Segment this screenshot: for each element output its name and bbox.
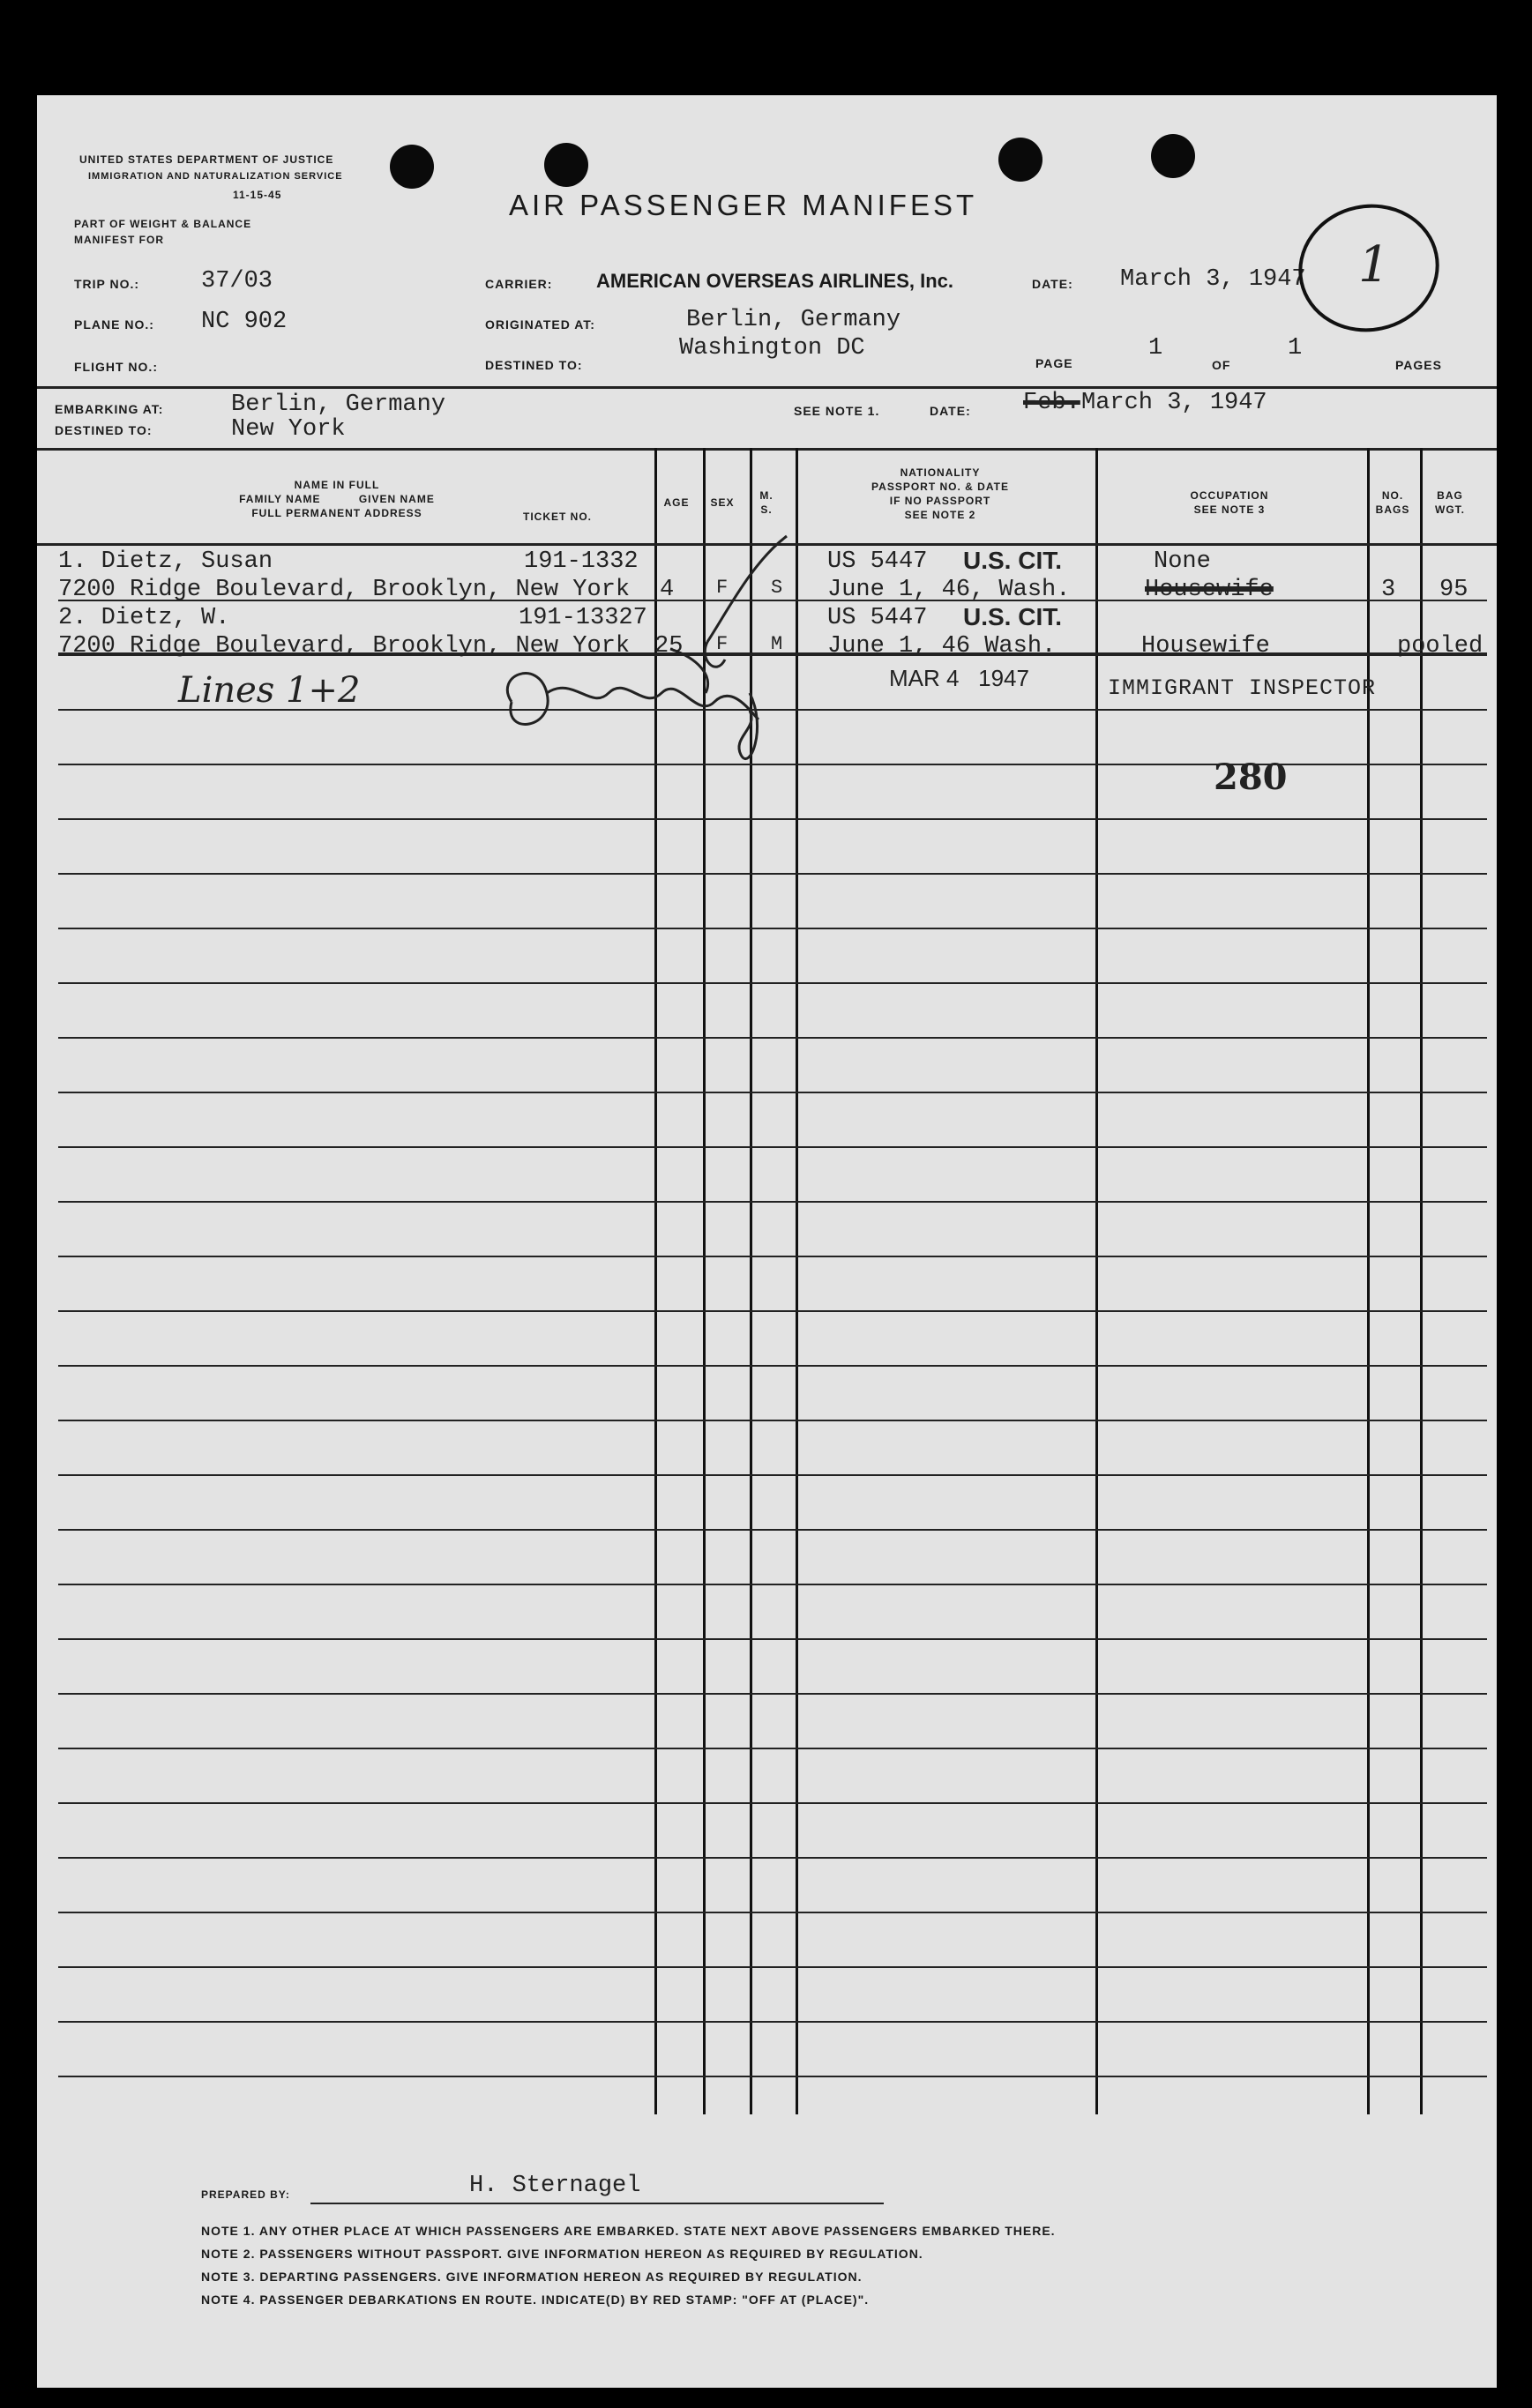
passenger-1-ms: S xyxy=(771,577,783,599)
pages-label: PAGES xyxy=(1395,358,1442,372)
passenger-2-address: 7200 Ridge Boulevard, Brooklyn, New York xyxy=(58,633,631,660)
embark-destined-label: DESTINED TO: xyxy=(55,423,153,437)
prepared-underline xyxy=(310,2203,884,2204)
embark-date-label: DATE: xyxy=(930,404,971,418)
col-nat-line-2: PASSPORT NO. & DATE xyxy=(871,481,1009,493)
col-name-line-2: FAMILY NAME GIVEN NAME xyxy=(239,493,435,505)
stamp-number: 280 xyxy=(1214,757,1288,798)
circled-number: 1 xyxy=(1358,236,1390,294)
col-ticket-heading: TICKET NO. xyxy=(523,511,592,523)
embarking-value: Berlin, Germany xyxy=(231,391,446,418)
note-2: NOTE 2. PASSENGERS WITHOUT PASSPORT. GIVE INFORMATION HEREON AS REQUIRED BY REGULATION. xyxy=(201,2247,923,2261)
column-rule xyxy=(796,448,798,2114)
row-rule xyxy=(58,873,1487,875)
embark-date-value: March 3, 1947 xyxy=(1081,390,1267,416)
see-note-1: SEE NOTE 1. xyxy=(794,404,880,418)
of-label: OF xyxy=(1212,358,1231,372)
col-nat-line-4: SEE NOTE 2 xyxy=(904,509,976,521)
col-name-line-1: NAME IN FULL xyxy=(294,479,380,491)
row-rule xyxy=(58,1146,1487,1148)
col-nat-line-3: IF NO PASSPORT xyxy=(889,495,991,507)
col-occ-line-2: SEE NOTE 3 xyxy=(1193,503,1266,516)
passenger-2-occupation: Housewife xyxy=(1141,633,1270,660)
row-rule xyxy=(58,1529,1487,1531)
col-name-heading xyxy=(205,478,469,520)
destined-value: Washington DC xyxy=(679,335,865,362)
punch-hole xyxy=(1151,134,1195,178)
row-rule xyxy=(58,1638,1487,1640)
page-value: 1 xyxy=(1148,335,1163,362)
rule xyxy=(37,386,1497,389)
originated-value: Berlin, Germany xyxy=(686,307,901,333)
passenger-2-name: 2. Dietz, W. xyxy=(58,605,230,631)
handwritten-lines-note: Lines 1+2 xyxy=(178,670,361,711)
passenger-1-address: 7200 Ridge Boulevard, Brooklyn, New York xyxy=(58,577,631,603)
row-rule xyxy=(58,1037,1487,1039)
punch-hole xyxy=(998,138,1043,182)
col-nat-line-1: NATIONALITY xyxy=(900,466,981,479)
passenger-1-age: 4 xyxy=(660,577,675,603)
row-rule xyxy=(58,1857,1487,1859)
embark-date-struck: Feb. xyxy=(1023,390,1080,416)
row-rule xyxy=(58,982,1487,984)
passenger-2-age: 25 xyxy=(654,633,684,660)
rule xyxy=(37,448,1497,451)
col-ms-heading: M. S. xyxy=(759,489,773,516)
note-4: NOTE 4. PASSENGER DEBARKATIONS EN ROUTE. INDICATE(D) BY RED STAMP: "OFF AT (PLACE)". xyxy=(201,2292,870,2307)
row-rule xyxy=(58,1966,1487,1968)
part-of-line-1: PART OF WEIGHT & BALANCE xyxy=(74,218,252,230)
checkmark-pen-mark xyxy=(690,510,796,686)
passenger-1-passport-date: June 1, 46, Wash. xyxy=(827,577,1071,603)
col-age-heading: AGE xyxy=(663,496,690,509)
trip-value: 37/03 xyxy=(201,268,273,294)
passenger-2-weight: pooled xyxy=(1397,633,1483,660)
passenger-2-passport-date: June 1, 46 Wash. xyxy=(827,633,1057,660)
note-3: NOTE 3. DEPARTING PASSENGERS. GIVE INFORMATION HEREON AS REQUIRED BY REGULATION. xyxy=(201,2270,863,2284)
row-rule xyxy=(58,1802,1487,1804)
row-rule xyxy=(58,1474,1487,1476)
col-weight-heading xyxy=(1424,488,1476,517)
prepared-value: H. Sternagel xyxy=(469,2173,641,2199)
passenger-1-citizen-stamp: U.S. CIT. xyxy=(963,547,1063,574)
form-code: 11-15-45 xyxy=(233,189,282,201)
note-1: NOTE 1. ANY OTHER PLACE AT WHICH PASSENGERS ARE EMBARKED. STATE NEXT ABOVE PASSENGERS EMBARKED THERE. xyxy=(201,2224,1056,2238)
punch-hole xyxy=(390,145,434,189)
col-bags-heading xyxy=(1371,488,1415,517)
row-rule xyxy=(58,1092,1487,1093)
col-bags-line-2: BAGS xyxy=(1375,503,1410,516)
row-rule xyxy=(58,1256,1487,1257)
passenger-2-citizen-stamp: U.S. CIT. xyxy=(963,603,1063,630)
passenger-1-bags: 3 xyxy=(1381,577,1396,603)
inspection-date-stamp: MAR 4 1947 xyxy=(889,665,1029,691)
agency-line-1: UNITED STATES DEPARTMENT OF JUSTICE xyxy=(79,153,334,166)
col-nationality-heading xyxy=(799,466,1081,522)
agency-line-2: IMMIGRATION AND NATURALIZATION SERVICE xyxy=(88,171,343,182)
row-rule xyxy=(58,1748,1487,1749)
row-rule xyxy=(58,928,1487,929)
row-rule xyxy=(58,1584,1487,1585)
row-rule xyxy=(58,1201,1487,1203)
col-wgt-line-1: BAG xyxy=(1437,489,1463,502)
col-bags-line-1: NO. xyxy=(1381,489,1404,502)
passenger-2-ticket: 191-13327 xyxy=(519,605,647,631)
plane-label: PLANE NO.: xyxy=(74,317,154,332)
row-rule xyxy=(58,2021,1487,2023)
passenger-1-name: 1. Dietz, Susan xyxy=(58,548,273,575)
passenger-1-occupation: None xyxy=(1154,548,1211,575)
date-label: DATE: xyxy=(1032,277,1073,291)
page-label: PAGE xyxy=(1035,356,1073,370)
row-rule xyxy=(58,1912,1487,1913)
row-rule xyxy=(58,1693,1487,1695)
col-sex-heading: SEX xyxy=(710,496,735,509)
trip-label: TRIP NO.: xyxy=(74,277,140,291)
row-rule xyxy=(58,1310,1487,1312)
prepared-label: PREPARED BY: xyxy=(201,2188,290,2201)
row-rule xyxy=(58,1420,1487,1421)
part-of-line-2: MANIFEST FOR xyxy=(74,234,164,246)
column-rule xyxy=(1420,448,1423,2114)
passenger-1-ticket: 191-1332 xyxy=(524,548,639,575)
col-name-line-3: FULL PERMANENT ADDRESS xyxy=(251,507,422,519)
carrier-value: AMERICAN OVERSEAS AIRLINES, Inc. xyxy=(596,270,954,292)
passenger-1-sex: F xyxy=(716,577,729,599)
row-rule xyxy=(58,1365,1487,1367)
embark-destined-value: New York xyxy=(231,416,346,443)
flight-label: FLIGHT NO.: xyxy=(74,360,158,374)
passenger-1-occupation-struck: Housewife xyxy=(1145,577,1274,603)
manifest-sheet xyxy=(37,95,1497,2388)
row-rule xyxy=(58,818,1487,820)
punch-hole xyxy=(544,143,588,187)
col-occ-line-1: OCCUPATION xyxy=(1190,489,1269,502)
manifest-title: AIR PASSENGER MANIFEST xyxy=(509,189,978,221)
destined-label: DESTINED TO: xyxy=(485,358,583,372)
passenger-1-weight: 95 xyxy=(1439,577,1468,603)
originated-label: ORIGINATED AT: xyxy=(485,317,595,332)
of-value: 1 xyxy=(1288,335,1303,362)
passenger-2-ms: M xyxy=(771,633,783,655)
col-occupation-heading xyxy=(1097,488,1362,517)
col-wgt-line-2: WGT. xyxy=(1435,503,1465,516)
plane-value: NC 902 xyxy=(201,309,288,335)
passenger-1-passport: US 5447 xyxy=(827,548,928,575)
passenger-2-passport: US 5447 xyxy=(827,605,928,631)
date-value: March 3, 1947 xyxy=(1120,266,1306,293)
immigrant-inspector-stamp: IMMIGRANT INSPECTOR xyxy=(1108,675,1377,701)
passenger-2-sex: F xyxy=(716,633,729,655)
column-rule xyxy=(1095,448,1098,2114)
row-rule xyxy=(58,2076,1487,2077)
embarking-label: EMBARKING AT: xyxy=(55,402,164,416)
carrier-label: CARRIER: xyxy=(485,277,553,291)
